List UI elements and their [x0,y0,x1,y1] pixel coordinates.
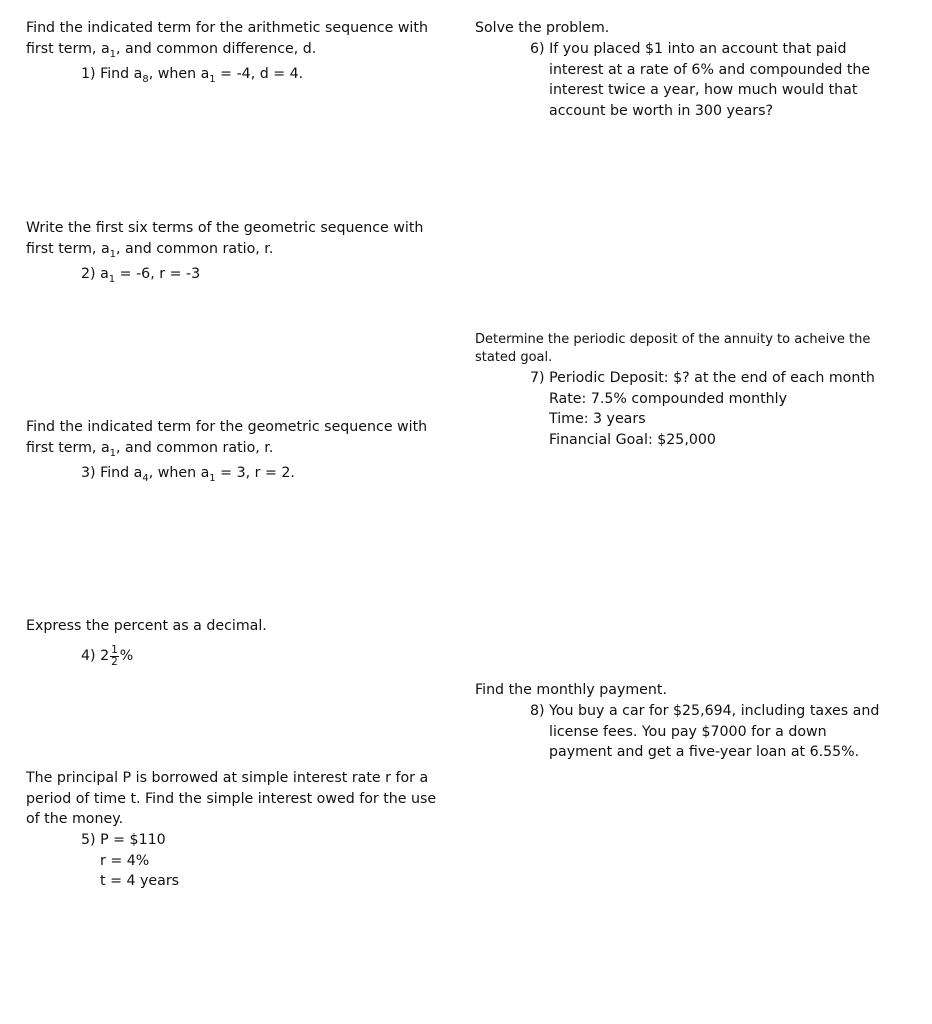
section-2 [26,218,423,261]
section-1 [26,18,428,61]
section-5-instruction: The principal P is borrowed at simple interest rate r for a period of time t. Find the simple interest owed for the use of the money. [26,770,437,828]
section-7-instruction: Determine the periodic deposit of the annuity to acheive the stated goal. [475,332,871,365]
problem-1: 1) Find $a_8$, when $a_1 = -4$, d = 4. [81,66,304,85]
section-1-instruction: Find the indicated term for the arithmetic sequence with first term, $a_1$, and common difference, d. [26,20,428,60]
section-3-instruction: Find the indicated term for the geometric sequence with first term, $a_1$, and common ratio, r. [26,419,428,459]
problem-5: 5) P = $110 r = 4% t = 4 years [81,832,180,890]
section-5 [26,768,436,830]
section-4-instruction: Express the percent as a decimal. [26,618,267,634]
problem-3: 3) Find $a_4$, when $a_1 = 3$, r = 2. [81,465,295,484]
section-8 [475,680,667,701]
fraction: $\frac{1}{2}$ [111,643,118,668]
problem-2: 2) $a_1 = -6$, r = -3 [81,266,201,285]
problem-4: 4) 2 $\frac{1}{2}$ % [81,643,134,668]
section-2-instruction: Write the first six terms of the geometric sequence with first term, $a_1$, and common ratio, r. [26,220,424,260]
problem-8: 8) You buy a car for $25,694, including taxes and license fees. You pay $7000 for a down payment and get a five-year loan at 6.55%. [530,703,880,761]
section-3 [26,417,427,460]
section-4 [26,616,267,637]
section-8-instruction: Find the monthly payment. [475,682,667,698]
problem-7: 7) Periodic Deposit: $? at the end of each month Rate: 7.5% compounded monthly Time: 3 years Financial Goal: $25,000 [530,370,875,449]
problem-6: 6) If you placed $1 into an account that paid interest at a rate of 6% and compounded the interest twice a year, how much would that account be worth in 300 years? [530,41,871,120]
section-6-instruction: Solve the problem. [475,20,610,36]
section-6 [475,18,609,39]
section-7 [475,331,870,367]
